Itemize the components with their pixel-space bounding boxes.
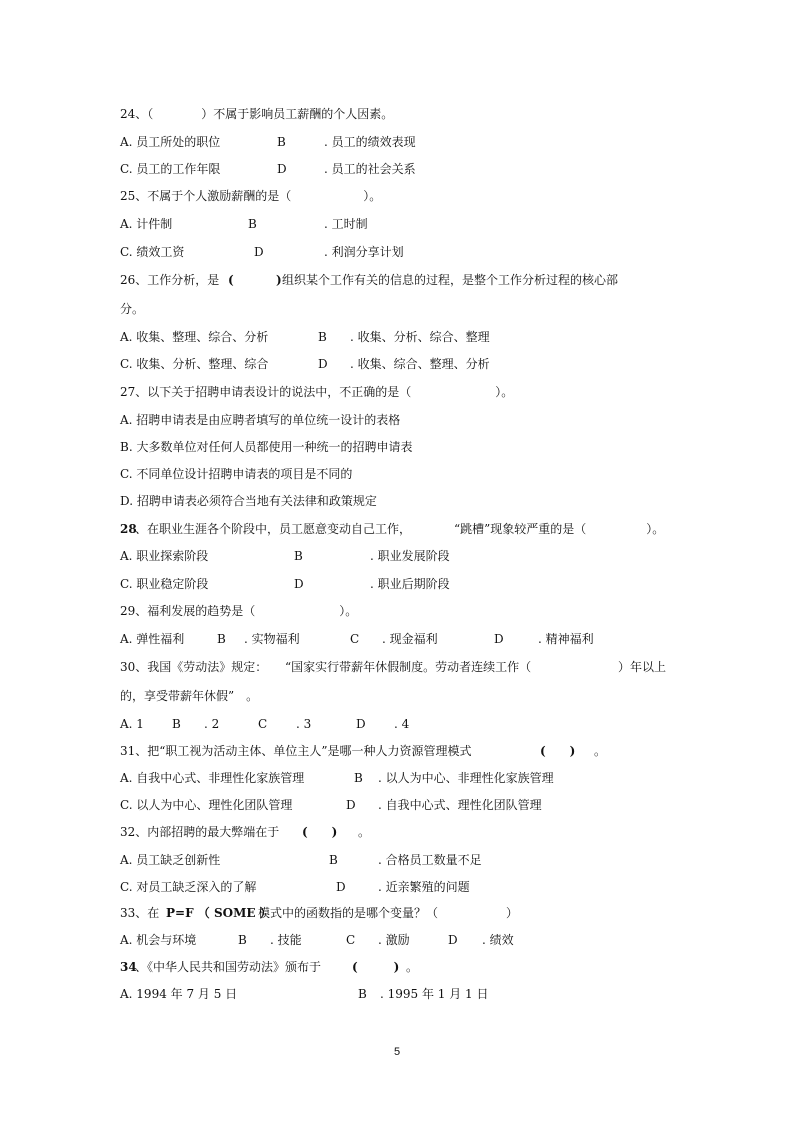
option-b: . 实物福利 (244, 632, 300, 646)
option-d-letter: D (448, 933, 458, 947)
option-a: A. 自我中心式、非理性化家族管理 (120, 771, 305, 785)
option-d: . 4 (394, 717, 410, 731)
option-c: . 激励 (378, 933, 410, 947)
exam-page: 24、（ ）不属于影响员工薪酬的个人因素。 A. 员工所处的职位 B . 员工的绩效表现 C. 员工的工作年限 D . 员工的社会关系 25、不属于个人激励薪酬的是（ ）。 A. 计件制 B . 工时制 C. 绩效工资 D . 利润分享计划 26、工作分析，是 ( ) 组织某个工作有关的信息的过程，是整个工作分析过程的核心部 分。 A. 收集、整理、综合、分析 B . 收集、分析、综合、整理 C. 收集、分析、整理、综合 D . 收集、综合、整理、分析 27、以下关于招聘申请表设计的说法中，不正确的是（ ）。 A. 招聘申请表是由应聘者填写的单位统一设计的表格 B. 大多数单位对任何人员都使用一种统一的招聘申请表 C. 不同单位设计招聘申请表的项目是不同的 D. 招聘申请表必须符合当地有关法律和政策规定 28 、在职业生涯各个阶段中，员工愿意变动自己工作， “跳槽”现象较严重的是（ ）。 A. 职业探索阶段 B . 职业发展阶段 C. 职业稳定阶段 D . 职业后期阶段 29、福利发展的趋势是（ ）。 A. 弹性福利 B . 实物福利 C . 现金福利 D . 精神福利 30、我国《劳动法》规定： “国家实行带薪年休假制度。劳动者连续工作（ ）年以上 的，享受带薪年休假” 。 A. 1 B . 2 C . 3 D . 4 31、把“职工视为活动主体、单位主人”是哪一种人力资源管理模式 ( ) 。 A. 自我中心式、非理性化家族管理 B . 以人为中心、非理性化家族管理 C. 以人为中心、理性化团队管理 D . 自我中心式、理性化团队管理 32、内部招聘的最大弊端在于 ( ) 。 A. 员工缺乏创新性 B . 合格员工数量不足 C. 对员工缺乏深入的了解 D . 近亲繁殖的问题 33、在 P=F （ SOME ） 模式中的函数指的是哪个变量？（ ） A. 机会与环境 B . 技能 C . 激励 D . 绩效 34 、《中华人民共和国劳动法》颁布于 ( ) 。 A. 1994 年 7 月 5 日 B . 1995 年 1 月 1 日 5 (0, 0, 794, 1123)
option-d: . 近亲繁殖的问题 (378, 880, 470, 894)
option-b-letter: B (294, 549, 303, 563)
option-b: . 工时制 (324, 217, 368, 231)
option-c: C. 收集、分析、整理、综合 (120, 357, 269, 371)
option-d: . 职业后期阶段 (370, 577, 450, 591)
option-d: . 绩效 (482, 933, 514, 947)
option-c: C. 对员工缺乏深入的了解 (120, 880, 257, 894)
option-a: A. 弹性福利 (120, 632, 185, 646)
option-b: . 2 (204, 717, 220, 731)
option-d-letter: D (494, 632, 504, 646)
option-c-letter: C (350, 632, 360, 646)
option-b-letter: B (354, 771, 363, 785)
option-d-letter: D (254, 245, 264, 259)
option-c-letter: C (258, 717, 268, 731)
option-b-letter: B (277, 135, 286, 149)
option-c: C. 员工的工作年限 (120, 162, 221, 176)
option-b: . 技能 (270, 933, 302, 947)
option-a: A. 收集、整理、综合、分析 (120, 330, 269, 344)
option-b: . 职业发展阶段 (370, 549, 450, 563)
formula: P=F （ SOME ） (166, 906, 272, 920)
option-d-letter: D (336, 880, 346, 894)
option-a: A. 1994 年 7 月 5 日 (120, 987, 238, 1001)
option-d-letter: D (277, 162, 287, 176)
option-c: C. 绩效工资 (120, 245, 185, 259)
option-a: A. 职业探索阶段 (120, 549, 209, 563)
option-d-letter: D (346, 798, 356, 812)
option-b-letter: B (248, 217, 257, 231)
option-d: . 收集、综合、整理、分析 (350, 357, 490, 371)
option-d: . 自我中心式、理性化团队管理 (378, 798, 542, 812)
option-b: . 1995 年 1 月 1 日 (380, 987, 489, 1001)
option-a: A. 员工缺乏创新性 (120, 853, 221, 867)
option-b-letter: B (329, 853, 338, 867)
option-c: C. 职业稳定阶段 (120, 577, 209, 591)
option-d: . 利润分享计划 (324, 245, 404, 259)
option-a: A. 机会与环境 (120, 933, 197, 947)
option-a: A. 1 (120, 717, 144, 731)
option-c-letter: C (346, 933, 356, 947)
page-number: 5 (393, 1046, 401, 1058)
option-d: . 员工的社会关系 (324, 162, 416, 176)
option-b: . 合格员工数量不足 (378, 853, 482, 867)
option-b: . 员工的绩效表现 (324, 135, 416, 149)
option-d-letter: D (294, 577, 304, 591)
option-b-letter: B (318, 330, 327, 344)
option-b-letter: B (358, 987, 367, 1001)
option-b-letter: B (238, 933, 247, 947)
option-b: . 以人为中心、非理性化家族管理 (378, 771, 554, 785)
option-d-letter: D (318, 357, 328, 371)
option-a: A. 员工所处的职位 (120, 135, 221, 149)
option-c: . 现金福利 (382, 632, 438, 646)
option-c: . 3 (296, 717, 312, 731)
option-d: . 精神福利 (538, 632, 594, 646)
option-b-letter: B (217, 632, 226, 646)
option-b-letter: B (172, 717, 181, 731)
option-b: . 收集、分析、综合、整理 (350, 330, 490, 344)
option-d-letter: D (356, 717, 366, 731)
option-c: C. 以人为中心、理性化团队管理 (120, 798, 293, 812)
option-a: A. 计件制 (120, 217, 173, 231)
